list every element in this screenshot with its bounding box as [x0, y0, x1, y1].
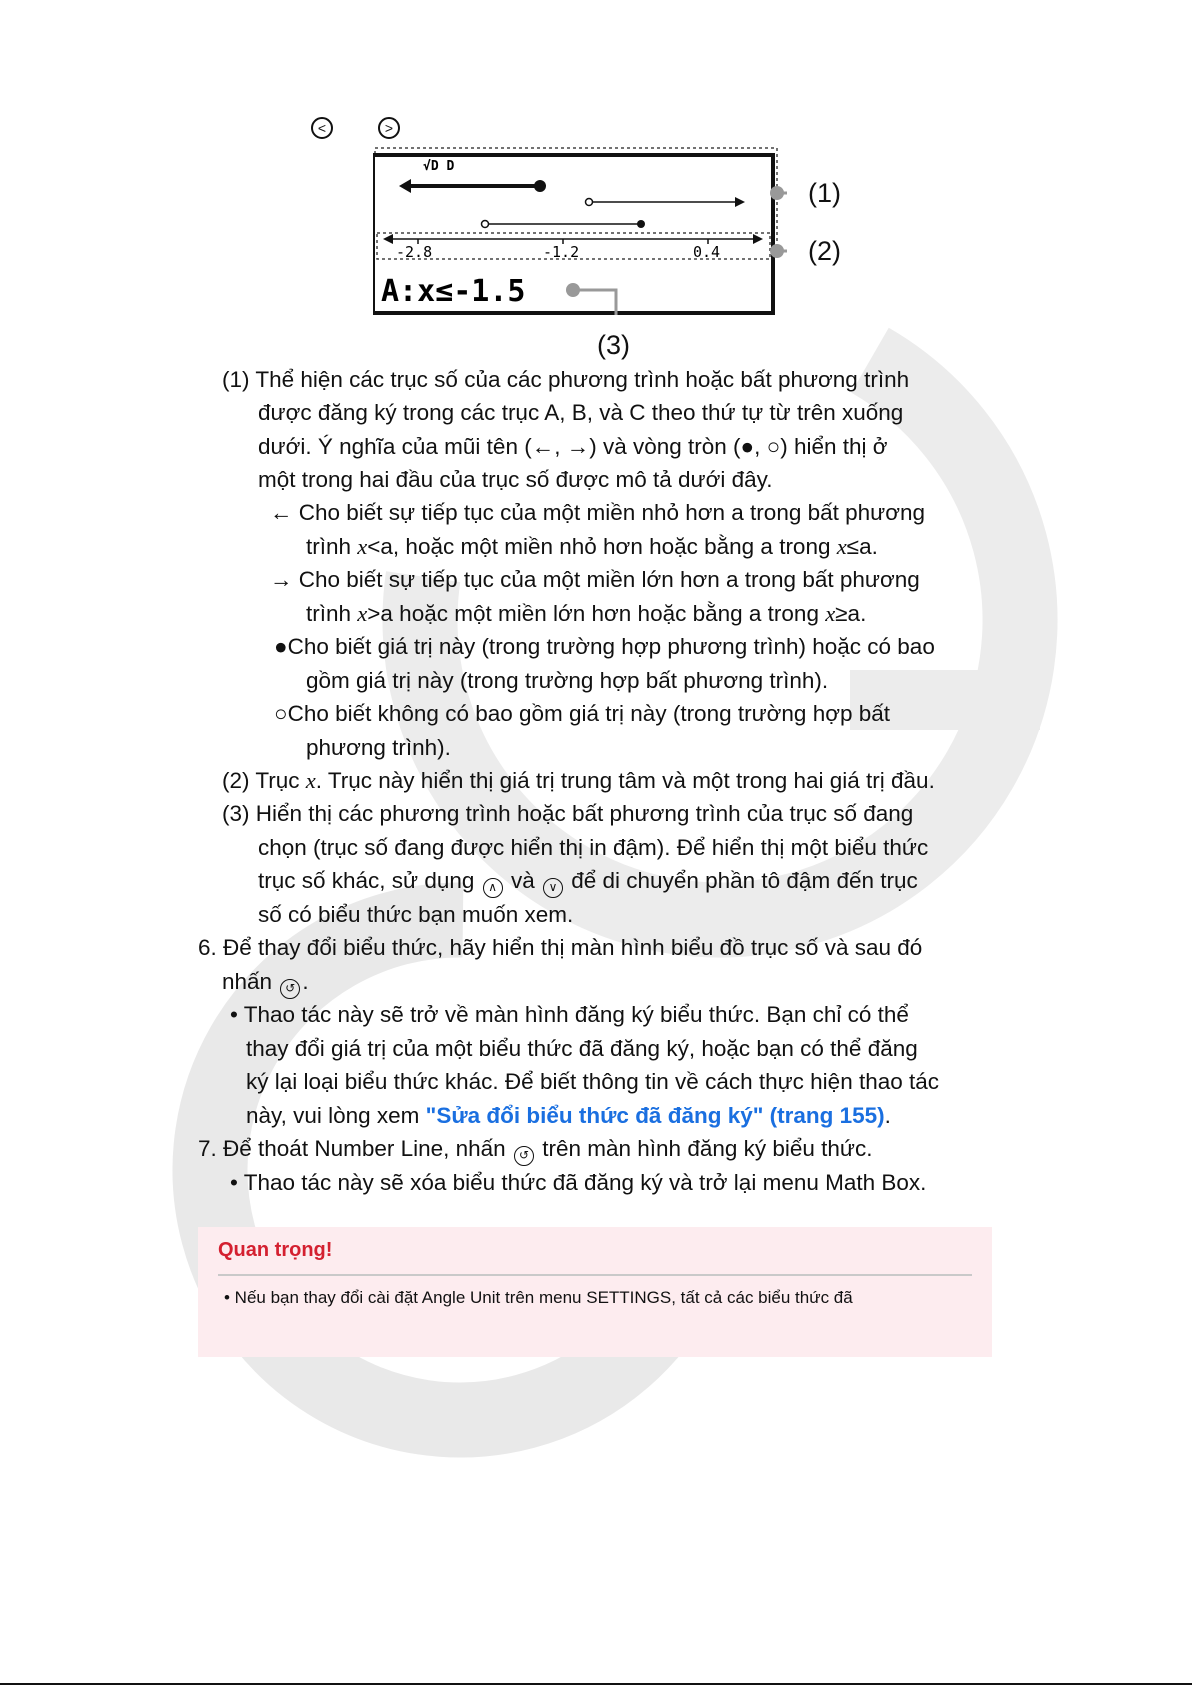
variable-x: x [305, 768, 316, 793]
callout-1: (1) [808, 178, 841, 208]
text-span: dưới. Ý nghĩa của mũi tên (←, →) và vòng tròn ( [258, 434, 741, 459]
item-1-line [258, 430, 888, 464]
tick-label: 0.4 [693, 243, 721, 261]
step-6-bullet: thay đổi giá trị của một biểu thức đã đăng ký, hoặc bạn có thể đăng [246, 1036, 918, 1061]
important-box [198, 1227, 992, 1357]
filled-circle-desc: ●Cho biết giá trị này (trong trường hợp phương trình) hoặc có bao [274, 634, 935, 659]
open-circle-desc: phương trình). [306, 735, 451, 760]
chevron-left-key [311, 117, 333, 139]
step-7-line [198, 1132, 873, 1166]
right-arrow-desc: → Cho biết sự tiếp tục của một miền lớn hơn a trong bất phương [270, 567, 920, 592]
right-arrow-desc [306, 597, 866, 631]
back-key-icon: ↺ [280, 979, 300, 999]
down-arrow-key-icon: ∨ [543, 878, 563, 898]
text-span: này, vui lòng xem [246, 1103, 426, 1128]
text-span: trình [306, 601, 358, 626]
variable-x: x [357, 601, 368, 626]
variable-x: x [357, 534, 368, 559]
text-span: để di chuyển phần tô đậm đến trục [571, 868, 918, 893]
item-1-line: (1) Thể hiện các trục số của các phương trình hoặc bất phương trình [222, 367, 910, 392]
variable-x: x [825, 601, 836, 626]
edit-expression-link[interactable]: "Sửa đổi biểu thức đã đăng ký" (trang 155) [425, 1103, 885, 1128]
text-span: nhấn [222, 969, 273, 994]
text-span: <a, hoặc một miền nhỏ hơn hoặc bằng a trong [367, 534, 837, 559]
text-span: (2) Trục [222, 768, 306, 793]
item-3-line [258, 864, 918, 898]
lcd-expression: A:x≤-1.5 [381, 274, 526, 309]
item-1-line: một trong hai đầu của trục số được mô tả dưới đây. [258, 467, 773, 492]
text-span: . [302, 969, 309, 994]
number-line-screen [373, 145, 787, 315]
callout-2: (2) [808, 236, 841, 266]
left-arrow-desc: ← Cho biết sự tiếp tục của một miền nhỏ hơn a trong bất phương [270, 500, 925, 525]
chevron-left-icon: < [317, 120, 327, 136]
circle-symbols: ●, ○ [740, 434, 781, 459]
status-icons [423, 159, 454, 174]
status-icon-text: √D D [423, 159, 455, 174]
important-title: Quan trọng! [218, 1239, 333, 1261]
text-span: và [510, 868, 535, 893]
callout-3: (3) [597, 330, 630, 360]
step-7-bullet: • Thao tác này sẽ xóa biểu thức đã đăng ký và trở lại menu Math Box. [230, 1170, 927, 1195]
tick-label: -1.2 [543, 243, 580, 261]
item-3-line: (3) Hiển thị các phương trình hoặc bất phương trình của trục số đang [222, 801, 914, 826]
text-span: ) hiển thị ở [780, 434, 888, 459]
item-3-line: số có biểu thức bạn muốn xem. [258, 902, 574, 927]
item-1-line: được đăng ký trong các trục A, B, và C theo thứ tự từ trên xuống [258, 400, 904, 425]
text-span: trên màn hình đăng ký biểu thức. [542, 1136, 873, 1161]
text-span: ≤a. [846, 534, 878, 559]
left-arrow-desc [306, 530, 878, 564]
chevron-right-icon: > [384, 120, 394, 136]
item-3-line: chọn (trục số đang được hiển thị in đậm). Để hiển thị một biểu thức [258, 835, 929, 860]
text-span: . Trục này hiển thị giá trị trung tâm và một trong hai giá trị đầu. [315, 768, 935, 793]
text-span: >a hoặc một miền lớn hơn hoặc bằng a trong [367, 601, 826, 626]
text-span: trục số khác, sử dụng [258, 868, 475, 893]
text-span: ≥a. [835, 601, 867, 626]
item-2-line [222, 764, 935, 798]
variable-x: x [836, 534, 847, 559]
divider [218, 1274, 972, 1276]
open-circle-desc: ○Cho biết không có bao gồm giá trị này (trong trường hợp bất [274, 701, 891, 726]
step-6-bullet [246, 1099, 891, 1133]
filled-circle-desc: gồm giá trị này (trong trường hợp bất phương trình). [306, 668, 829, 693]
up-arrow-key-icon: ∧ [483, 878, 503, 898]
important-text: • Nếu bạn thay đổi cài đặt Angle Unit trên menu SETTINGS, tất cả các biểu thức đã [224, 1288, 853, 1307]
text-span: 7. Để thoát Number Line, nhấn [198, 1136, 506, 1161]
tick-label: -2.8 [396, 243, 433, 261]
chevron-right-key [378, 117, 400, 139]
step-6-bullet: ký lại loại biểu thức khác. Để biết thông tin về cách thực hiện thao tác [246, 1069, 940, 1094]
back-key-icon: ↺ [514, 1146, 534, 1166]
step-6-line [222, 965, 309, 999]
step-6-bullet: • Thao tác này sẽ trở về màn hình đăng ký biểu thức. Bạn chỉ có thể [230, 1002, 909, 1027]
step-6-line: 6. Để thay đổi biểu thức, hãy hiển thị màn hình biểu đồ trục số và sau đó [198, 935, 923, 960]
text-span: trình [306, 534, 358, 559]
text-span: . [884, 1103, 891, 1128]
